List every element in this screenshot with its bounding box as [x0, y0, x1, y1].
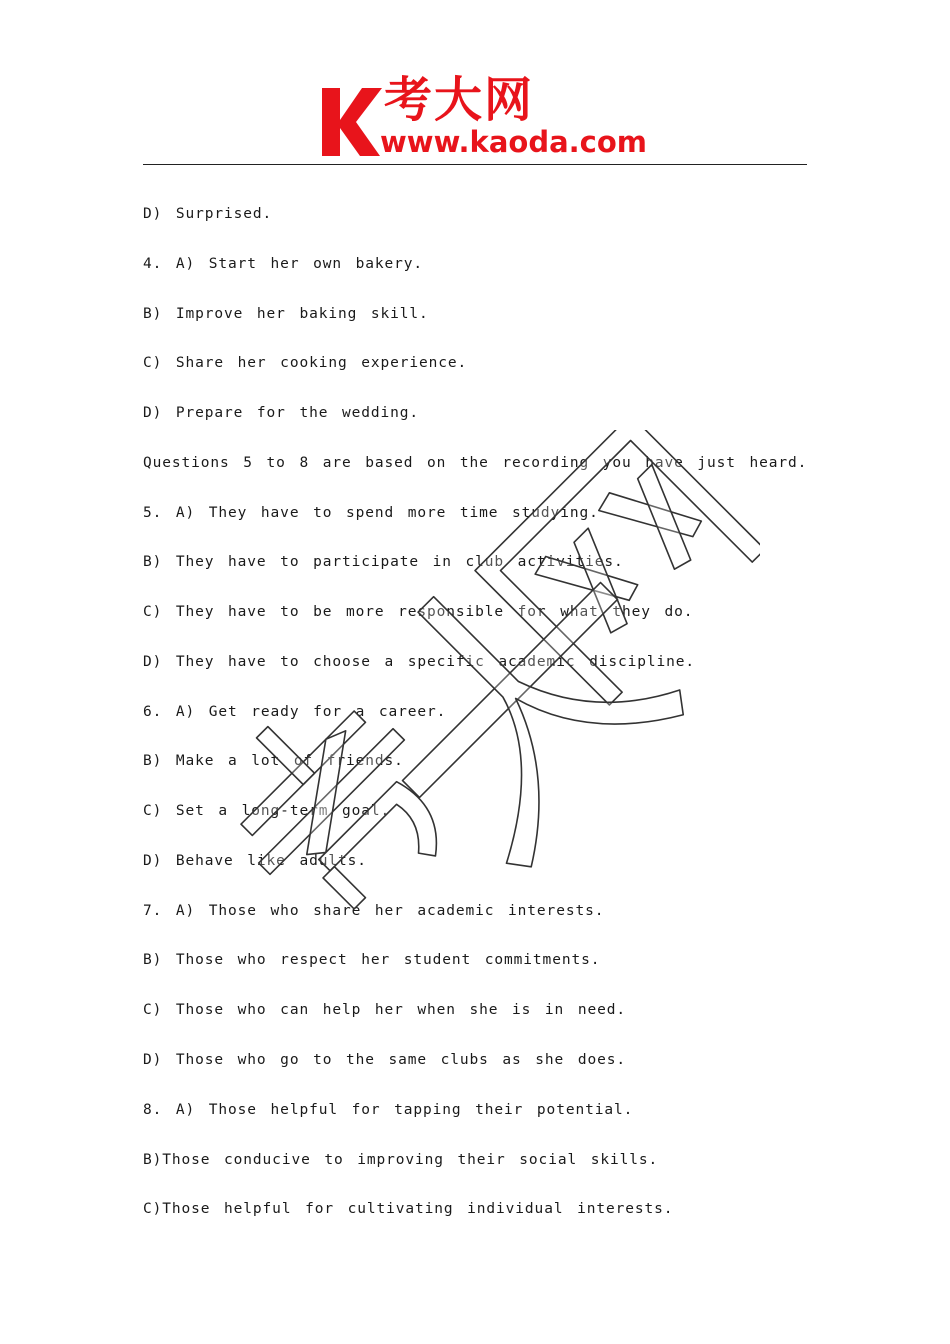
question-line: 7. A) Those who share her academic interests. — [143, 903, 605, 919]
option-line: D) Those who go to the same clubs as she does. — [143, 1052, 626, 1068]
option-line: D) Surprised. — [143, 206, 273, 222]
header-divider — [143, 164, 807, 165]
option-line: B) Improve her baking skill. — [143, 306, 429, 322]
section-instruction: Questions 5 to 8 are based on the recording you have just heard. — [143, 455, 808, 471]
option-line: D) Prepare for the wedding. — [143, 405, 420, 421]
logo-url-text: www.kaoda.com — [380, 125, 647, 159]
option-line: B) They have to participate in club activities. — [143, 554, 624, 570]
option-line: D) They have to choose a specific academic discipline. — [143, 654, 696, 670]
option-line: C)Those helpful for cultivating individual interests. — [143, 1201, 674, 1217]
question-line: 8. A) Those helpful for tapping their potential. — [143, 1102, 634, 1118]
page-header — [0, 0, 950, 170]
option-line: D) Behave like adults. — [143, 853, 367, 869]
question-line: 6. A) Get ready for a career. — [143, 704, 447, 720]
option-line: B) Those who respect her student commitments. — [143, 952, 601, 968]
option-line: B) Make a lot of friends. — [143, 753, 404, 769]
question-line: 4. A) Start her own bakery. — [143, 256, 424, 272]
option-line: C) Share her cooking experience. — [143, 355, 468, 371]
kaoda-logo — [318, 72, 648, 164]
option-line: C) They have to be more responsible for what they do. — [143, 604, 694, 620]
logo-chinese-text: 考大网 — [384, 72, 535, 128]
option-line: C) Those who can help her when she is in need. — [143, 1002, 626, 1018]
option-line: B)Those conducive to improving their social skills. — [143, 1152, 659, 1168]
option-line: C) Set a long-term goal. — [143, 803, 391, 819]
k-logo-icon — [318, 78, 388, 158]
question-line: 5. A) They have to spend more time studying. — [143, 505, 599, 521]
